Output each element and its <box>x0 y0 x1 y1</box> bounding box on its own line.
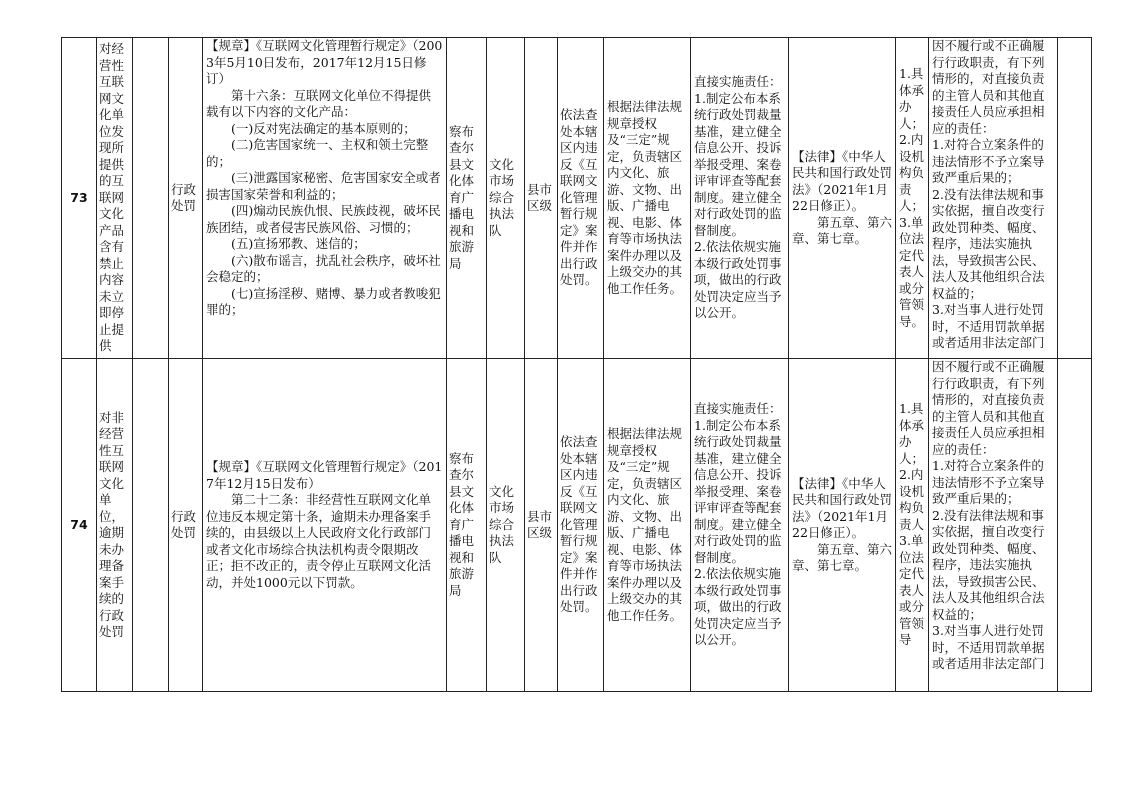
liability-table <box>61 37 1092 692</box>
administrative-level: 县市区级 <box>527 181 553 213</box>
implementation-responsibility: 直接实施责任： 1.制定公布本系统行政处罚裁量基准，建立健全信息公开、投诉举报受理、案卷评审评查等配套制度。建立健全对行政处罚的监督制度。 2.依法依规实施本级行政处罚事项，做出的行政处罚决定应当予以公开。 <box>694 401 782 648</box>
table-row <box>62 38 1092 359</box>
row-number: 73 <box>70 189 88 205</box>
legal-basis: 【规章】《互联网文化管理暂行规定》（2017年12月15日发布） 第二十二条：非经营性互联网文化单位违反本规定第十条，逾期未办理备案手续的，由县级以上人民政府文化行政部门或者文化市场综合执法机构责令限期改正；拒不改正的，责令停止互联网文化活动，并处1000元以下罚款。 <box>206 459 443 590</box>
responsible-persons: 1.具体承办人； 2.内设机构负责人 3.单位法定代表人或分管领导 <box>899 401 925 648</box>
responsible-persons: 1.具体承办人； 2.内设机构负责人； 3.单位法定代表人或分管领导。 <box>899 66 925 329</box>
executing-unit: 文化市场综合执法队 <box>489 156 515 238</box>
implementing-department: 察布查尔县文化体育广播电视和旅游局 <box>449 123 475 271</box>
liability-circumstances: 因不履行或不正确履行行政职责，有下列情形的，对直接负责的主管人员和其他直接责任人员应承担相应的责任： 1.对符合立案条件的违法情形不予立案导致严重后果的； 2.没有法律法规和事实依据，擅自改变行政处罚种类、幅度、程序，违法实施执法，导致损害公民、法人及其他组织合法权益的； 3.对当事人进行处罚时，不适用罚款单据或者适用非法定部门 <box>932 38 1045 350</box>
implementing-department: 察布查尔县文化体育广播电视和旅游局 <box>449 450 475 598</box>
item-category: 行政处罚 <box>171 508 197 540</box>
administrative-level: 县市区级 <box>527 508 553 540</box>
department-duties: 根据法律法规规章授权及“三定”规定，负责辖区内文化、旅游、文物、出版、广播电视、电影、体育等市场执法案件办理以及上级交办的其他工作任务。 <box>607 99 683 296</box>
executing-unit: 文化市场综合执法队 <box>489 483 515 565</box>
accountability-basis: 【法律】《中华人民共和国行政处罚法》（2021年1月22日修正）。 第五章、第六章、第七章。 <box>792 475 893 573</box>
department-duties: 根据法律法规规章授权及“三定”规定，负责辖区内文化、旅游、文物、出版、广播电视、电影、体育等市场执法案件办理以及上级交办的其他工作任务。 <box>607 426 683 623</box>
item-category: 行政处罚 <box>171 181 197 213</box>
liability-circumstances: 因不履行或不正确履行行政职责，有下列情形的，对直接负责的主管人员和其他直接责任人员应承担相应的责任： 1.对符合立案条件的违法情形不予立案导致严重后果的； 2.没有法律法规和事实依据，擅自改变行政处罚种类、幅度、程序，违法实施执法，导致损害公民、法人及其他组织合法权益的； 3.对当事人进行处罚时，不适用罚款单据或者适用非法定部门 <box>932 359 1045 671</box>
implementation-responsibility: 直接实施责任： 1.制定公布本系统行政处罚裁量基准，建立健全信息公开、投诉举报受理、案卷评审评查等配套制度。建立健全对行政处罚的监督制度。 2.依法依规实施本级行政处罚事项，做出的行政处罚决定应当予以公开。 <box>694 74 782 321</box>
item-name: 对非经营性互联网文化单位，逾期未办理备案手续的行政处罚 <box>99 409 125 639</box>
enforcement-content: 依法查处本辖区内违反《互联网文化管理暂行规定》案件并作出行政处罚。 <box>560 434 598 615</box>
row-number: 74 <box>70 516 88 532</box>
enforcement-content: 依法查处本辖区内违反《互联网文化管理暂行规定》案件并作出行政处罚。 <box>560 107 598 288</box>
item-name: 对经营性互联网文化单位发现所提供的互联网文化产品含有禁止内容未立即停止提供 <box>99 41 125 354</box>
table-row <box>62 359 1092 692</box>
accountability-basis: 【法律】《中华人民共和国行政处罚法》（2021年1月22日修正）。 第五章、第六章、第七章。 <box>792 148 893 246</box>
legal-basis: 【规章】《互联网文化管理暂行规定》（2003年5月10日发布，2017年12月15日修订） 第十六条：互联网文化单位不得提供载有以下内容的文化产品： (一)反对宪法确定的基本原则的； (二)危害国家统一、主权和领土完整的； (三)泄露国家秘密、危害国家安全或者损害国家荣誉和利益的； (四)煽动民族仇恨、民族歧视，破坏民族团结，或者侵害民族风俗、习惯的； (五)宣扬邪教、迷信的； (六)散布谣言，扰乱社会秩序，破坏社会稳定的； (七)宣扬淫秽、赌博、暴力或者教唆犯罪的； <box>206 38 443 317</box>
